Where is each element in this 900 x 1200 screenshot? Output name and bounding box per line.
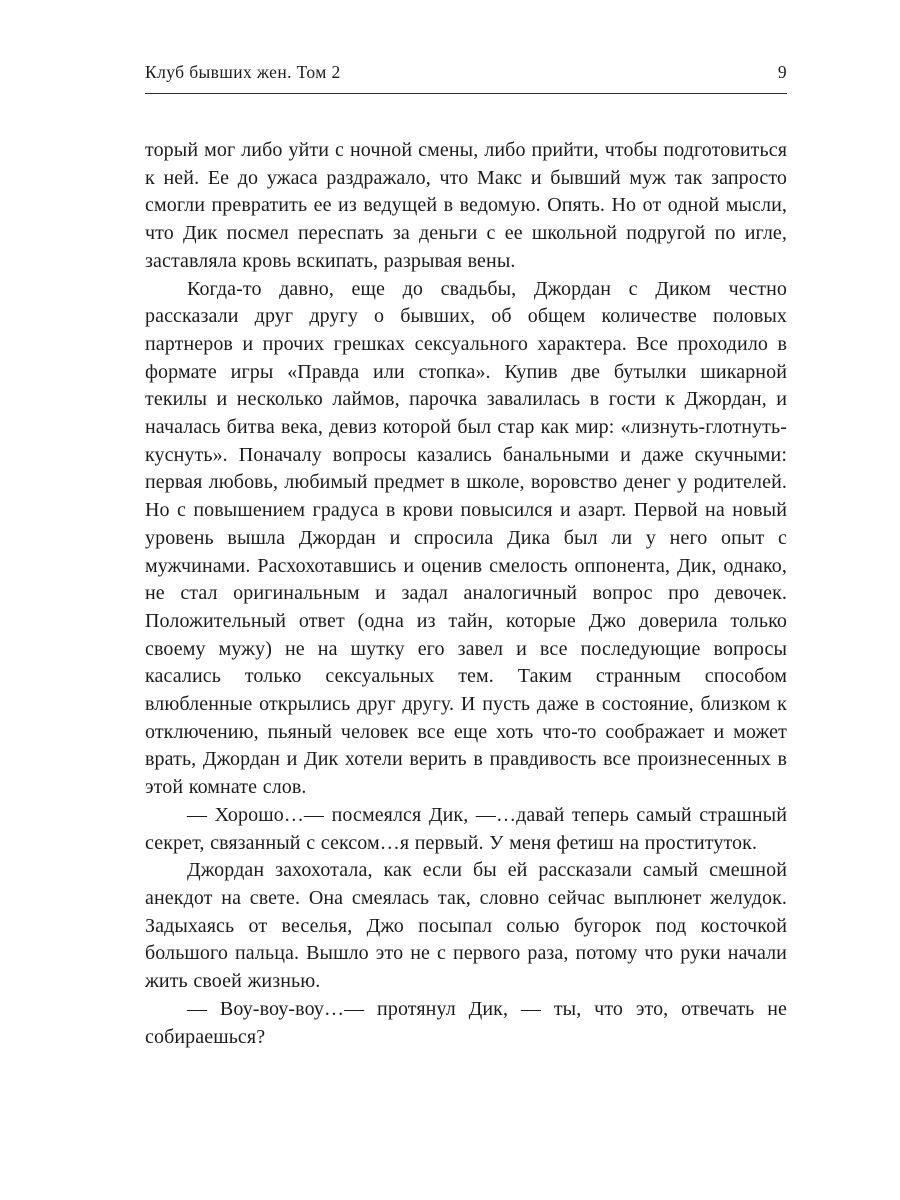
running-title: Клуб бывших жен. Том 2 <box>145 62 341 82</box>
paragraph: Когда-то давно, еще до свадьбы, Джордан с Диком честно рассказали друг другу о бывших, об общем количестве половых партнеров и прочих грешках сексуального характера. Все проходило в формате игры «Правда или стопка». Купив две бутылки шикарной текилы и несколько лаймов, парочка завалилась в гости к Джордан, и началась битва века, девиз которой был стар как мир: «лизнуть-глотнуть-куснуть». Поначалу вопросы казались банальными и даже скучными: первая любовь, любимый предмет в школе, воровство денег у родителей. Но с повышением градуса в крови повысился и азарт. Первой на новый уровень вышла Джордан и спросила Дика был ли у него опыт с мужчинами. Расхохотавшись и оценив смелость оппонента, Дик, однако, не стал оригинальным и задал аналогичный вопрос про девочек. Положительный ответ (одна из тайн, которые Джо доверила только своему мужу) не на шутку его завел и все последующие вопросы касались только сексуальных тем. Таким странным способом влюбленные открылись друг другу. И пусть даже в состояние, близком к отключению, пьяный человек все еще хоть что-то соображает и может врать, Джордан и Дик хотели верить в правдивость все произнесенных в этой комнате слов. <box>145 277 787 799</box>
header-rule <box>145 93 787 94</box>
page-header <box>145 62 787 83</box>
paragraph: Джордан захохотала, как если бы ей рассказали самый смешной анекдот на свете. Она смеялась так, словно сейчас выплюнет желудок. Задыхаясь от веселья, Джо посыпал солью бугорок под косточкой большого пальца. Вышло это не с первого раза, потому что руки начали жить своей жизнью. <box>145 859 787 993</box>
paragraph: торый мог либо уйти с ночной смены, либо прийти, чтобы подготовиться к ней. Ее до ужаса раздражало, что Макс и бывший муж так запросто смогли превратить ее из ведущей в ведомую. Опять. Но от одной мысли, что Дик посмел переспать за деньги с ее школьной подругой по игле, заставляла кровь вскипать, разрывая вены. <box>145 139 787 272</box>
paragraph: — Воу-воу-воу…— протянул Дик, — ты, что это, отвечать не собираешься? <box>145 997 787 1048</box>
body-text <box>145 137 787 1051</box>
paragraph: — Хорошо…— посмеялся Дик, —…давай теперь самый страшный секрет, связанный с сексом…я первый. У меня фетиш на проституток. <box>145 803 787 854</box>
page-number: 9 <box>777 62 787 82</box>
